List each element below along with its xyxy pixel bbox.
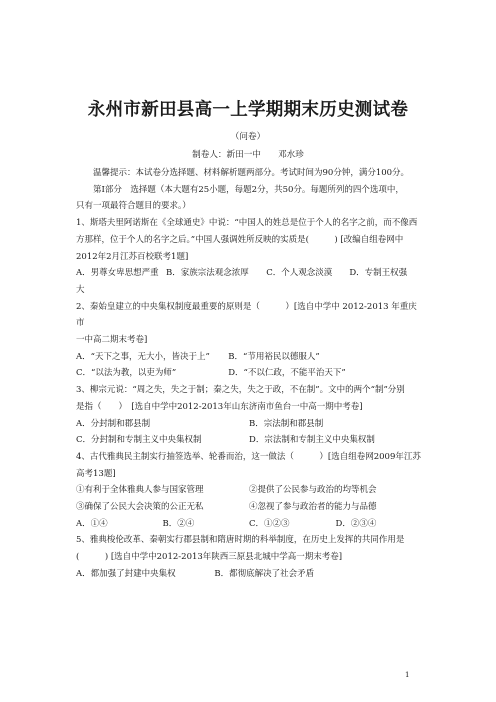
document-body: [76, 165, 422, 583]
q4-stem-line2: 高考13题]: [76, 468, 116, 479]
q5-option-b: B．都彻底解决了社会矛盾: [214, 568, 315, 579]
q4-statements-row1: [76, 482, 422, 499]
q4-option-d: D．②③④: [335, 518, 377, 529]
q3-option-c: C．分封制和专制主义中央集权制: [76, 435, 202, 446]
part1-heading-line1: 第Ⅰ部分 选择题（本大题有25小题，每题2分，共50分。每题所列的四个选项中，: [93, 184, 404, 195]
q1-option-a: A．男尊女卑思想严重: [76, 268, 159, 279]
q4-statement-4: ④忽视了参与政治者的能力与品德: [249, 502, 377, 513]
q2-stem-line1: 2、秦始皇建立的中央集权制度最重要的原则是（ ）[选自中学中 2012-2013 年重庆市: [76, 301, 417, 329]
q2-option-b: B．“节用裕民以德服人”: [228, 351, 320, 362]
q2-option-a: A．“天下之事，无大小，皆决于上”: [76, 351, 210, 362]
q3-option-b: B．宗法制和郡县制: [249, 418, 324, 429]
document-title: 永州市新田县高一上学期期末历史测试卷: [87, 100, 409, 120]
q4-statement-3: ③确保了公民大会决策的公正无私: [76, 502, 204, 513]
q4-option-b: B．②④: [162, 518, 195, 529]
q1-option-b: B．家族宗法观念浓厚: [165, 268, 249, 279]
q3-options-row1: [76, 416, 422, 433]
q2-option-d: D．“不以仁政，不能平治天下”: [228, 368, 346, 379]
q1-option-d-wrap: 大: [76, 284, 85, 295]
q3-options-row2: [76, 432, 422, 449]
q5-options-row1: [76, 566, 422, 583]
tips-text: 温馨提示：本试卷分选择题、材料解析题两部分。考试时间为90分钟，满分100分。: [93, 168, 410, 178]
q3-option-d: D．宗法制和专制主义中央集权制: [249, 435, 375, 446]
part1-heading-line2: 只有一项最符合题目的要求。）: [76, 201, 191, 212]
q2-stem-line2: 一中高二期末考卷]: [76, 335, 148, 346]
q5-stem-line2: ( ) [选自中学中2012-2013年陕西三原县北城中学高一期末考卷]: [76, 552, 343, 563]
q1-option-c: C．个人观念淡漠: [266, 268, 333, 279]
q1-option-d: D．专制王权强: [349, 268, 408, 279]
q1-stem-line3: 2012年2月江苏百校联考1题]: [76, 251, 189, 262]
q2-options-row2: [76, 365, 422, 382]
q5-stem-line1: 5、雅典梭伦改革、秦朝实行郡县制和隋唐时期的科举制度，在历史上发挥的共同作用是: [76, 535, 405, 546]
q1-options: [76, 265, 422, 282]
q3-stem-line2: 是指（ ） [选自中学中2012-2013年山东济南市鱼台一中高一期中考卷]: [76, 401, 363, 412]
q3-option-a: A．分封制和郡县制: [76, 418, 151, 429]
q4-option-c: C．①②③: [249, 518, 290, 529]
page-number: 1: [405, 671, 410, 679]
q4-option-a: A．①④: [76, 518, 108, 529]
q2-option-c: C．“以法为教，以吏为师”: [76, 368, 177, 379]
q5-option-a: A．都加强了封建中央集权: [76, 568, 176, 579]
q4-statement-2: ②提供了公民参与政治的均等机会: [249, 485, 377, 496]
document-subtitle: （问卷）: [230, 132, 266, 142]
q1-stem-line2: 方那样，位于个人的名字之后。”中国人强调姓所反映的实质是( ) [改编自组卷网中: [76, 234, 404, 245]
q4-stem-line1: 4、古代雅典民主制实行抽签选举、轮番而治，这一做法（ ）[选自组卷网2009年江苏: [76, 451, 421, 462]
q4-statement-1: ①有利于全体雅典人参与国家管理: [76, 485, 204, 496]
q4-statements-row2: [76, 499, 422, 516]
author-line: 制卷人：新田一中 邓水珍: [192, 150, 304, 160]
q1-stem-line1: 1、斯塔夫里阿诺斯在《全球通史》中说：“中国人的姓总是位于个人的名字之前，而不像西: [76, 218, 418, 229]
q4-options: [76, 516, 422, 533]
q2-options-row1: [76, 349, 422, 366]
q3-stem-line1: 3、柳宗元说：“周之失，失之于制；秦之失，失之于政，不在制”。文中的两个“制”分别: [76, 385, 405, 396]
